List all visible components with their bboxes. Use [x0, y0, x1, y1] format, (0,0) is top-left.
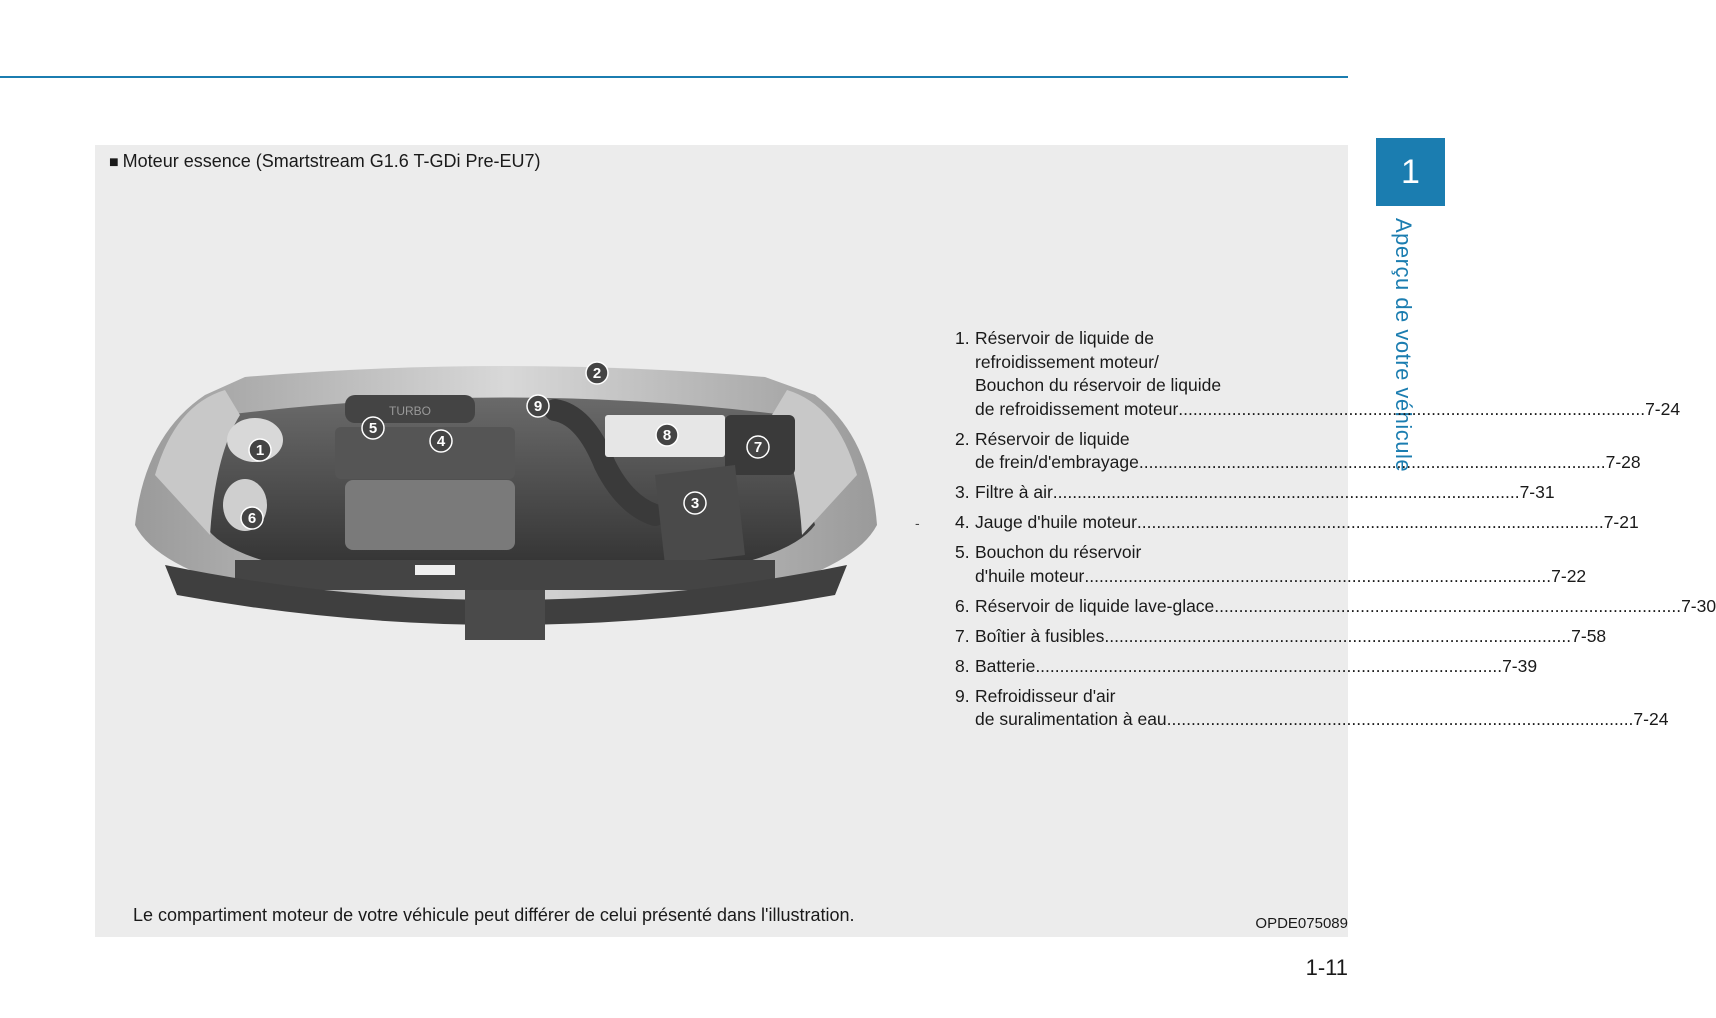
callout-3	[684, 492, 706, 514]
callout-7	[747, 436, 769, 458]
legend-item-number: 1.	[955, 328, 970, 348]
legend-item-number: 9.	[955, 685, 970, 706]
svg-text:5: 5	[368, 420, 378, 437]
image-reference-code: OPDE075089	[1255, 915, 1348, 932]
legend-item	[955, 511, 1639, 535]
legend-item	[955, 541, 1587, 588]
callout-4	[430, 430, 452, 452]
engine-compartment-illustration	[135, 355, 877, 665]
legend-item-text: Réservoir de liquide	[975, 428, 1130, 449]
legend-item-page-ref: 7-31	[1519, 482, 1555, 502]
legend-item-number: 7.	[955, 625, 970, 646]
callout-1	[249, 439, 271, 461]
callout-2	[586, 362, 608, 384]
leader-dots	[1214, 595, 1681, 619]
radiator-shroud	[235, 560, 775, 590]
legend-item-page-ref: 7-24	[1645, 398, 1681, 419]
illustration-footnote: Le compartiment moteur de votre véhicule peut différer de celui présenté dans l'illustration.	[133, 905, 855, 925]
legend-item-page-ref: 7-28	[1605, 452, 1641, 472]
legend-item-number: 8.	[955, 655, 970, 676]
callout-9	[527, 395, 549, 417]
leader-dots	[1053, 481, 1520, 505]
legend-item-text: de suralimentation à eau	[975, 709, 1167, 729]
legend-item	[955, 625, 1607, 649]
legend-item-text: Filtre à air	[975, 482, 1053, 502]
legend-item	[955, 327, 1681, 421]
legend-item-text: de refroidissement moteur	[975, 398, 1179, 419]
legend-item-text: de frein/d'embrayage	[975, 452, 1139, 472]
page-number: 1-11	[1305, 955, 1348, 980]
legend-item	[955, 595, 1716, 619]
chapter-title: Aperçu de votre véhicule	[1391, 218, 1416, 473]
warning-label	[415, 565, 455, 575]
svg-text:6: 6	[247, 510, 257, 527]
legend-item-text: Bouchon du réservoir de liquide	[975, 375, 1222, 395]
air-filter-box	[655, 465, 745, 565]
legend-item-page-ref: 7-30	[1681, 595, 1716, 616]
legend-item-number: 2.	[955, 428, 970, 449]
svg-text:2: 2	[592, 365, 602, 382]
cylinder-head	[335, 427, 515, 479]
legend-item-text: Refroidisseur d'air	[975, 685, 1116, 706]
engine-cover-label: TURBO	[389, 404, 431, 418]
leader-dots	[1139, 451, 1606, 475]
legend-item-text: Jauge d'huile moteur	[975, 512, 1137, 532]
legend-item	[955, 655, 1538, 679]
legend-item-page-ref: 7-58	[1571, 625, 1607, 646]
legend-item	[955, 481, 1555, 505]
legend-item-text: Réservoir de liquide lave-glace	[975, 595, 1215, 616]
legend-item-text: refroidissement moteur/	[975, 351, 1159, 372]
svg-text:7: 7	[753, 439, 763, 456]
legend-item-text: Réservoir de liquide de	[975, 328, 1154, 348]
hood-latch	[465, 590, 545, 640]
leader-dots	[1035, 655, 1502, 679]
svg-text:8: 8	[662, 427, 672, 444]
legend-item-page-ref: 7-21	[1603, 512, 1639, 532]
leader-dots	[1104, 625, 1571, 649]
legend-item-text: Bouchon du réservoir	[975, 542, 1142, 562]
legend-item	[955, 428, 1641, 475]
legend-item-page-ref: 7-39	[1502, 655, 1538, 676]
legend-item-text: Boîtier à fusibles	[975, 625, 1105, 646]
panel-heading-text: Moteur essence (Smartstream G1.6 T-GDi Pre-EU7)	[122, 151, 541, 171]
legend-item-page-ref: 7-22	[1551, 565, 1587, 586]
legend-item-number: 5.	[955, 542, 970, 562]
chapter-tab: 1	[1376, 138, 1445, 206]
svg-text:1: 1	[255, 442, 265, 459]
panel-heading	[109, 151, 540, 172]
legend-item-text: d'huile moteur	[975, 565, 1085, 586]
leader-dots	[1178, 398, 1645, 422]
square-bullet-icon: ■	[109, 154, 119, 171]
callout-8	[656, 424, 678, 446]
leader-dots	[1167, 708, 1634, 732]
legend-item-number: 6.	[955, 595, 970, 616]
legend-item	[955, 685, 1669, 732]
legend-item-text: Batterie	[975, 655, 1036, 676]
intake-manifold	[345, 480, 515, 550]
legend-item-number: 3.	[955, 482, 970, 502]
svg-text:4: 4	[436, 433, 446, 450]
svg-text:9: 9	[533, 398, 543, 415]
svg-text:3: 3	[690, 495, 700, 512]
legend-item-number: 4.	[955, 512, 970, 532]
callout-5	[362, 417, 384, 439]
legend-item-page-ref: 7-24	[1633, 709, 1669, 729]
leader-dash: -	[915, 515, 920, 531]
leader-dots	[1084, 565, 1551, 589]
header-rule	[0, 76, 1348, 78]
callout-6	[241, 507, 263, 529]
leader-dots	[1137, 511, 1604, 535]
